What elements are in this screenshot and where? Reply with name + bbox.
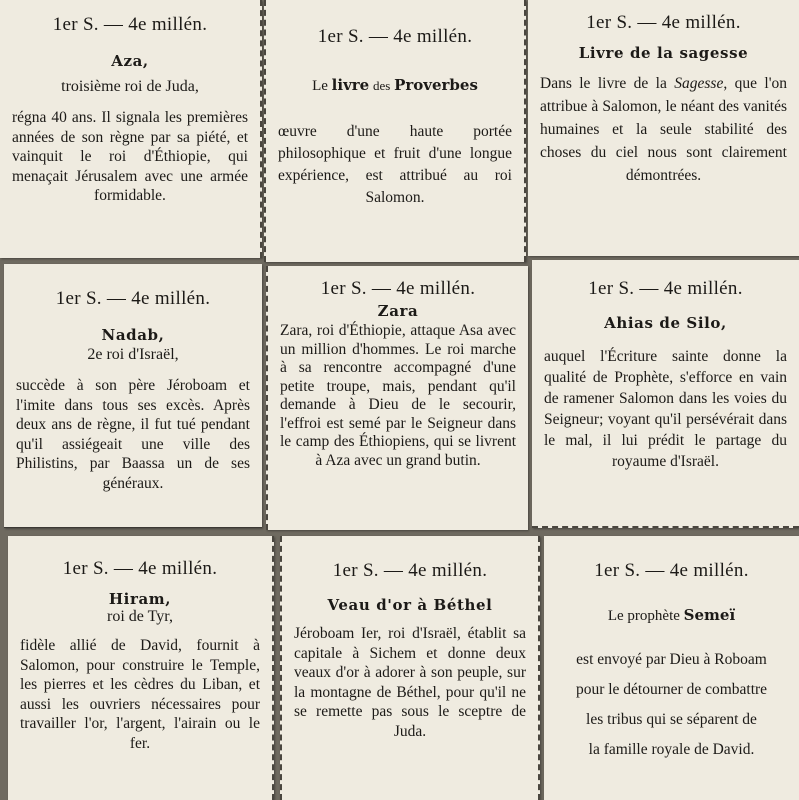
card-body bbox=[544, 645, 799, 765]
card-header: 1er S. — 4e millén. bbox=[586, 12, 741, 33]
card-title: Hiram, bbox=[108, 590, 172, 608]
title-word-bold: Proverbes bbox=[394, 76, 478, 94]
card-body: fidèle allié de David, fournit à Salomon, pour construire le Temple, les pierres et les cèdres du Liban, et aussi les ouvriers nécessaires pour travailler l'or, l'argent, l'airain ou le fer. bbox=[20, 637, 260, 752]
card-nadab bbox=[4, 264, 262, 528]
card-zara bbox=[266, 266, 528, 530]
card-sagesse bbox=[528, 0, 799, 256]
title-word: des bbox=[372, 78, 391, 93]
card-title: Aza, bbox=[111, 52, 149, 70]
card-subtitle: roi de Tyr, bbox=[107, 608, 173, 625]
card-ahias bbox=[532, 260, 799, 528]
card-header: 1er S. — 4e millén. bbox=[55, 288, 211, 309]
card-title bbox=[266, 76, 524, 95]
body-line: la famille royale de David. bbox=[588, 741, 755, 758]
card-subtitle: troisième roi de Juda, bbox=[61, 78, 199, 95]
card-body: régna 40 ans. Il signala les premières années de son règne par sa piété, et vainquit le roi d'Éthiopie, qui menaçait Jérusalem avec une armée formidable. bbox=[12, 109, 248, 204]
card-title bbox=[544, 606, 799, 625]
card-body: Jéroboam Ier, roi d'Israël, établit sa capitale à Sichem et donne deux veaux d'or à adorer à son peuple, sur la montagne de Béthel, pour qu'il ne se remette pas sous le sceptre de Juda. bbox=[294, 625, 526, 740]
body-line: est envoyé par Dieu à Roboam bbox=[576, 651, 767, 668]
card-title: Nadab, bbox=[101, 326, 165, 344]
card-body bbox=[528, 72, 799, 187]
card-semei bbox=[544, 536, 799, 800]
body-line: les tribus qui se séparent de bbox=[586, 711, 757, 728]
card-header: 1er S. — 4e millén. bbox=[588, 278, 743, 299]
body-text: Dans le livre de la bbox=[540, 75, 667, 92]
body-text: , que l'on attribue à Salomon, le néant des vanités humaines et la seule stabilité des choses du ciel nous sont clairement démontrées. bbox=[540, 75, 787, 184]
card-hiram bbox=[8, 536, 274, 800]
card-body: Zara, roi d'Éthiopie, attaque Asa avec un million d'hommes. Le roi marche à sa rencontre accompagné d'une petite troupe, mais, pendant qu'il demande à Dieu de le secourir, l'effroi est semé par le Seigneur dans le camp des Éthiopiens, qui se livrent à Aza avec un grand butin. bbox=[280, 322, 516, 469]
card-veau-dor bbox=[280, 536, 540, 800]
card-title: Ahias de Silo, bbox=[604, 314, 727, 332]
card-subtitle: 2e roi d'Israël, bbox=[87, 346, 179, 363]
card-proverbes bbox=[264, 0, 526, 262]
card-title: Livre de la sagesse bbox=[578, 44, 749, 62]
card-body: auquel l'Écriture sainte donne la qualité de Prophète, s'efforce en vain de ramener Salomon dans les voies du Seigneur; voyant qu'il persévérait dans le mal, il lui prédit le partage du royaume d'Israël. bbox=[544, 348, 787, 470]
title-word: Le bbox=[312, 78, 328, 94]
card-header: 1er S. — 4e millén. bbox=[320, 278, 476, 299]
card-header: 1er S. — 4e millén. bbox=[594, 560, 749, 581]
card-header: 1er S. — 4e millén. bbox=[52, 14, 208, 35]
body-italic: Sagesse bbox=[674, 75, 724, 92]
title-word-bold: livre bbox=[331, 76, 370, 94]
card-title: Veau d'or à Béthel bbox=[327, 596, 493, 614]
card-body: succède à son père Jéroboam et l'imite dans tous ses excès. Après deux ans de règne, il fut tué pendant qu'il assiégeait une ville des Philistins, par Baassa un de ses généraux. bbox=[16, 377, 250, 492]
title-word-bold: Semeï bbox=[683, 606, 736, 624]
card-body: œuvre d'une haute portée philosophique et fruit d'une longue expérience, est attribué au roi Salomon. bbox=[278, 123, 512, 206]
card-title: Zara bbox=[377, 302, 419, 320]
title-word: Le prophète bbox=[607, 608, 680, 624]
card-header: 1er S. — 4e millén. bbox=[317, 26, 473, 47]
card-header: 1er S. — 4e millén. bbox=[62, 558, 218, 579]
body-line: pour le détourner de combattre bbox=[575, 681, 768, 698]
card-header: 1er S. — 4e millén. bbox=[332, 560, 488, 581]
card-aza bbox=[0, 0, 262, 258]
